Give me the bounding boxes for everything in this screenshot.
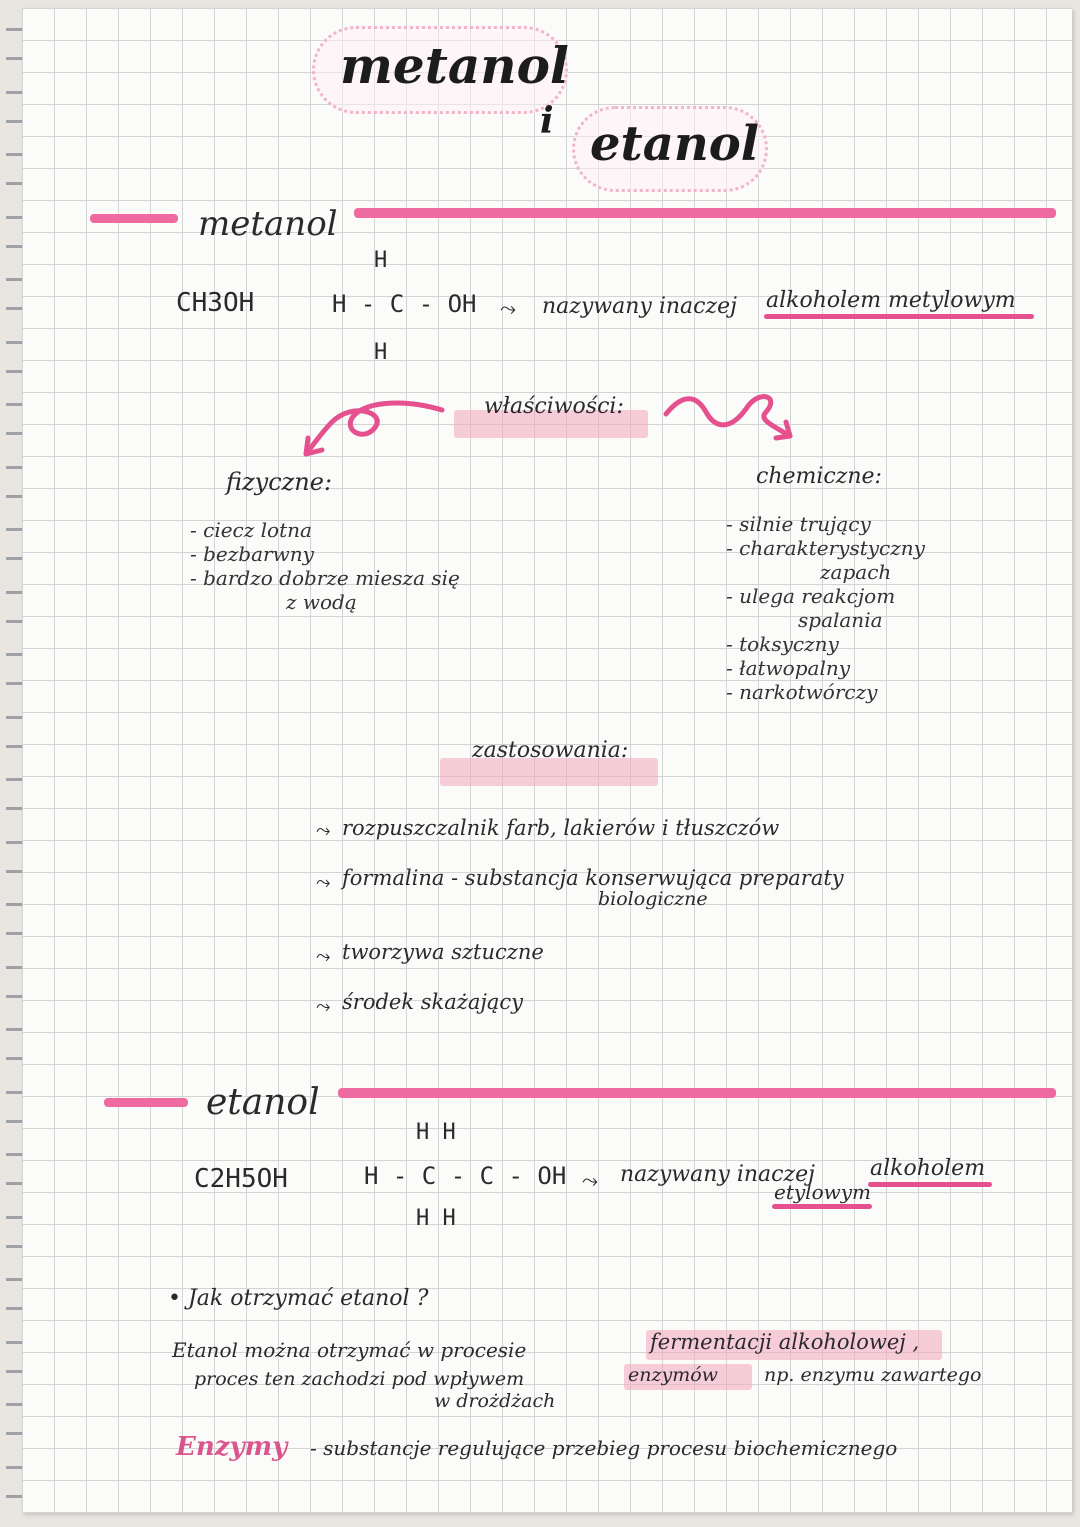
arrow-icon: ⤳ <box>316 820 331 841</box>
ethanol-formula: C2H5OH <box>194 1164 288 1194</box>
title-connector: i <box>540 100 554 142</box>
right-swirl-arrow-icon <box>662 386 812 456</box>
divider-right-methanol <box>354 208 1056 218</box>
answer-line-1a: Etanol można otrzymać w procesie <box>172 1338 527 1362</box>
divider-left-ethanol <box>104 1098 188 1107</box>
answer-line-3: w drożdżach <box>434 1390 556 1412</box>
notebook-page <box>22 8 1072 1513</box>
definition-text: - substancje regulujące przebieg procesu biochemicznego <box>310 1436 898 1460</box>
ethanol-struct-bottom: H H <box>416 1206 456 1231</box>
arrow-icon: ⤳ <box>500 296 516 320</box>
arrow-icon: ⤳ <box>316 996 331 1017</box>
left-swirl-arrow-icon <box>292 388 452 468</box>
properties-label: właściwości: <box>484 394 624 419</box>
uses-label: zastosowania: <box>472 738 629 763</box>
list-item: - ciecz lotna <box>190 518 312 542</box>
list-item: - łatwopalny <box>726 656 851 680</box>
ethanol-other-name-2: etylowym <box>774 1180 871 1204</box>
methanol-formula: CH3OH <box>176 288 255 318</box>
list-item: z wodą <box>286 590 357 614</box>
arrow-icon: ⤳ <box>316 946 331 967</box>
answer-line-2a: proces ten zachodzi pod wpływem <box>194 1368 525 1390</box>
list-item: zapach <box>820 560 892 584</box>
chemical-label: chemiczne: <box>756 464 882 489</box>
ethanol-heading: etanol <box>206 1082 320 1123</box>
list-item: - ulega reakcjom <box>726 584 896 608</box>
title-word-2: etanol <box>590 116 759 172</box>
list-item: - narkotwórczy <box>726 680 878 704</box>
methanol-struct-middle: H - C - OH <box>332 290 477 318</box>
use-item: formalina - substancja konserwująca preparaty <box>342 866 844 890</box>
physical-label: fizyczne: <box>226 468 333 496</box>
list-item: - toksyczny <box>726 632 839 656</box>
methanol-other-name-prefix: nazywany inaczej <box>542 294 737 319</box>
use-item: biologiczne <box>598 888 708 910</box>
list-item: - bezbarwny <box>190 542 314 566</box>
use-item: środek skażający <box>342 990 523 1014</box>
list-item: spalania <box>798 608 883 632</box>
methanol-struct-top: H <box>374 248 388 273</box>
arrow-icon: ⤳ <box>316 872 331 893</box>
ethanol-other-name: alkoholem <box>870 1156 986 1181</box>
chemical-list <box>726 512 925 704</box>
physical-list <box>190 518 460 614</box>
underline-ethanol-name-2 <box>772 1204 872 1209</box>
answer-line-1b: fermentacji alkoholowej , <box>650 1330 920 1354</box>
divider-right-ethanol <box>338 1088 1056 1098</box>
methanol-other-name: alkoholem metylowym <box>766 288 1016 313</box>
list-item: - bardzo dobrze miesza się <box>190 566 460 590</box>
list-item: - silnie trujący <box>726 512 871 536</box>
underline-ethanol-name <box>868 1182 992 1187</box>
use-item: tworzywa sztuczne <box>342 940 544 964</box>
methanol-heading: metanol <box>198 204 338 244</box>
ethanol-struct-top: H H <box>416 1120 456 1145</box>
underline-methanol-name <box>764 314 1034 319</box>
ethanol-struct-middle: H - C - C - OH <box>364 1162 567 1190</box>
definition-term: Enzymy <box>176 1432 288 1462</box>
arrow-icon: ⤳ <box>582 1168 598 1192</box>
ethanol-other-name-prefix: nazywany inaczej <box>620 1162 815 1187</box>
title-word-1: metanol <box>340 36 569 95</box>
answer-line-2b: enzymów <box>628 1364 718 1386</box>
use-item: rozpuszczalnik farb, lakierów i tłuszczów <box>342 816 780 840</box>
ethanol-question: • Jak otrzymać etanol ? <box>168 1286 429 1311</box>
divider-left-methanol <box>90 214 178 223</box>
list-item: - charakterystyczny <box>726 536 925 560</box>
answer-line-2c: np. enzymu zawartego <box>764 1364 982 1386</box>
methanol-struct-bottom: H <box>374 340 388 365</box>
